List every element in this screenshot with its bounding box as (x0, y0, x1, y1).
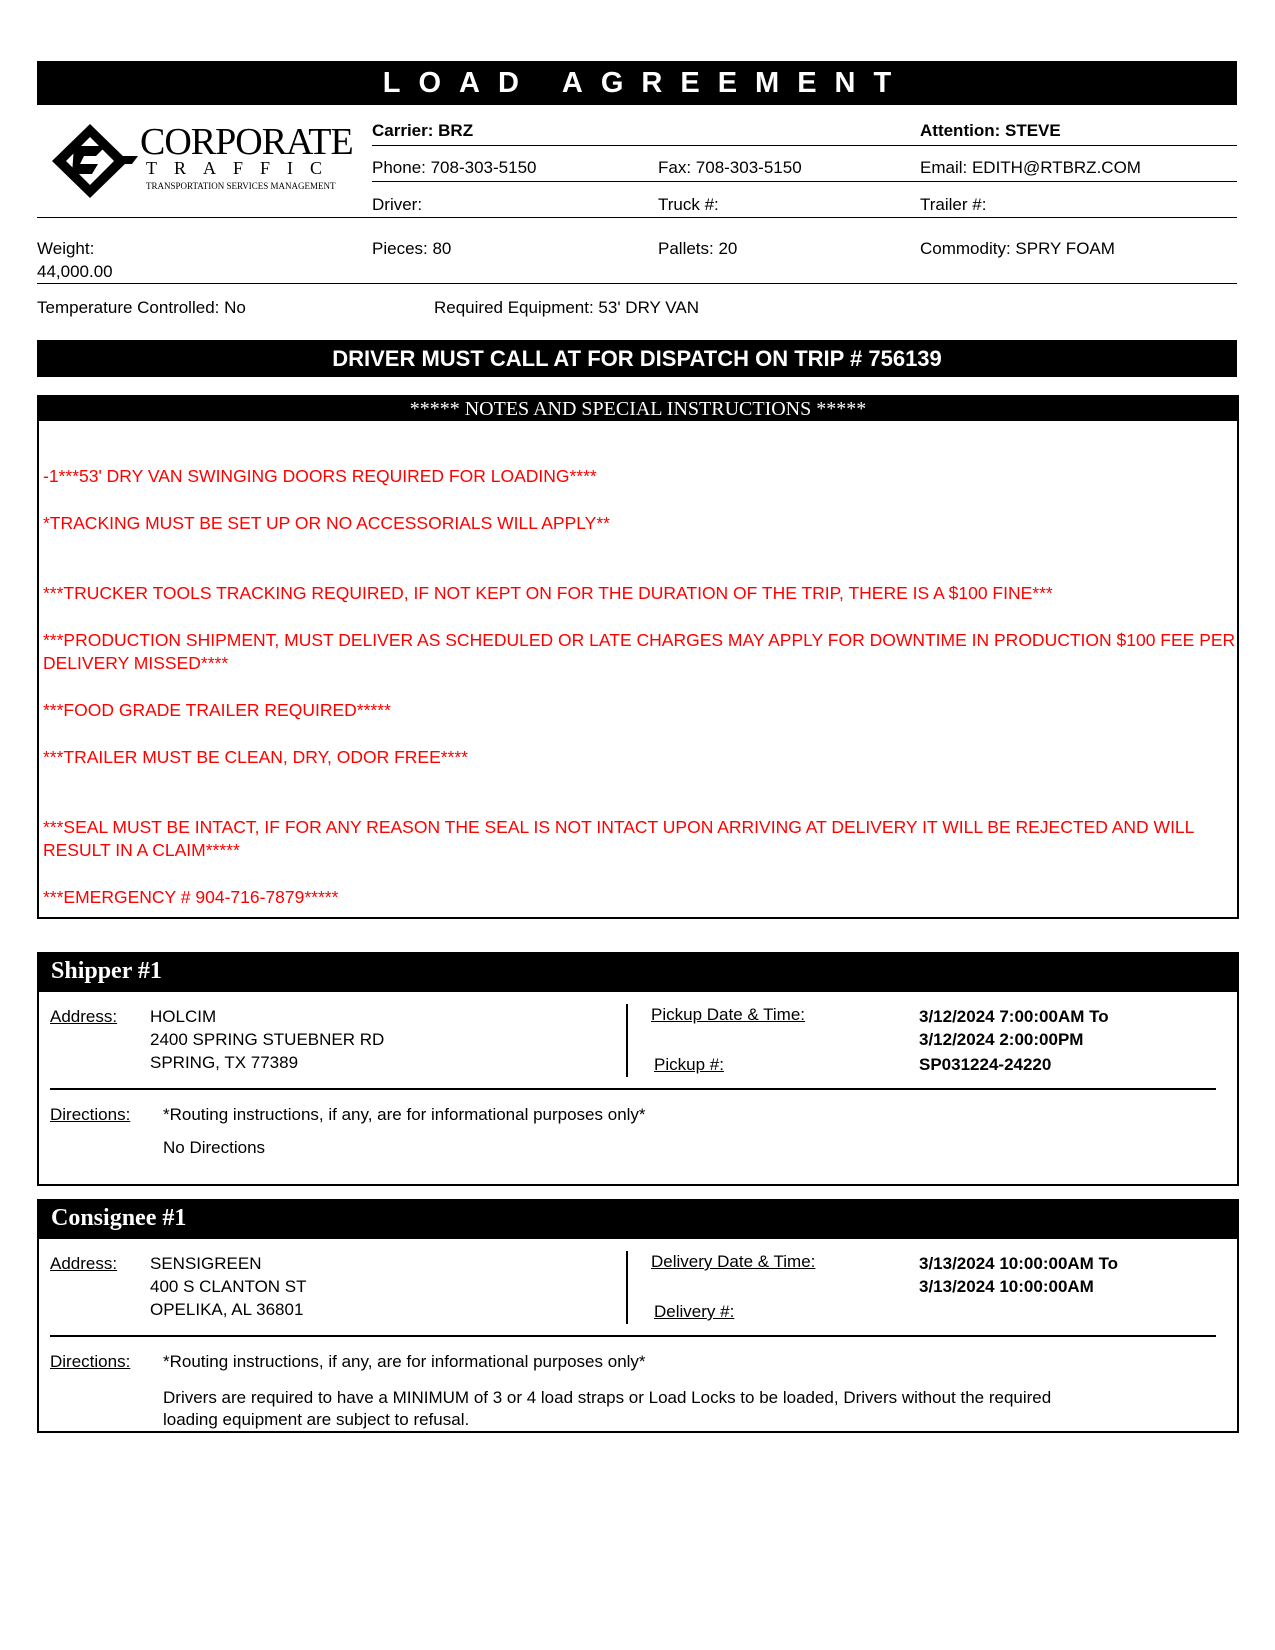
consignee-directions-label: Directions: (50, 1352, 131, 1371)
attention: Attention: STEVE (920, 121, 1061, 140)
shipper-heading-bar (39, 954, 1237, 992)
consignee-section (37, 1199, 1239, 1433)
shipper-heading: Shipper #1 (51, 958, 162, 984)
carrier-phone: Phone: 708-303-5150 (372, 158, 537, 177)
carrier-email: Email: EDITH@RTBRZ.COM (920, 158, 1141, 177)
consignee-heading: Consignee #1 (51, 1205, 187, 1231)
shipper-directions: No Directions (163, 1138, 266, 1157)
trailer-label: Trailer #: (920, 195, 987, 214)
carrier-fax: Fax: 708-303-5150 (658, 158, 802, 177)
pieces: Pieces: 80 (372, 239, 452, 258)
shipper-directions-note: *Routing instructions, if any, are for informational purposes only* (163, 1105, 646, 1124)
required-equipment: Required Equipment: 53' DRY VAN (434, 298, 700, 317)
consignee-heading-bar (39, 1201, 1237, 1239)
divider (50, 1335, 1216, 1337)
dispatch-instructions: DRIVER MUST CALL AT FOR DISPATCH ON TRIP # 756139 (332, 346, 942, 371)
column-divider (626, 1251, 628, 1324)
note-item: ***TRAILER MUST BE CLEAN, DRY, ODOR FREE**** (43, 747, 468, 767)
note-item: ***SEAL MUST BE INTACT, IF FOR ANY REASON THE SEAL IS NOT INTACT UPON ARRIVING AT DELIVERY IT WILL BE REJECTED AND WILL RESULT IN A CLAIM***** (43, 817, 1194, 860)
pickup-number: SP031224-24220 (919, 1055, 1052, 1074)
pickup-date-label: Pickup Date & Time: (651, 1005, 806, 1024)
divider (37, 217, 1237, 218)
corporate-traffic-logo (44, 116, 353, 206)
delivery-date-to: 3/13/2024 10:00:00AM (919, 1277, 1094, 1296)
driver-label: Driver: (372, 195, 423, 214)
notes-heading: ***** NOTES AND SPECIAL INSTRUCTIONS ***** (39, 397, 1237, 421)
divider (50, 1088, 1216, 1090)
pickup-date-to: 3/12/2024 2:00:00PM (919, 1030, 1084, 1049)
shipper-city: SPRING, TX 77389 (150, 1053, 299, 1072)
note-item: ***FOOD GRADE TRAILER REQUIRED***** (43, 700, 391, 720)
divider (37, 283, 1237, 284)
note-item: -1***53' DRY VAN SWINGING DOORS REQUIRED FOR LOADING**** (43, 466, 597, 486)
shipper-directions-label: Directions: (50, 1105, 131, 1124)
shipper-address-label: Address: (50, 1007, 118, 1026)
consignee-name: SENSIGREEN (150, 1254, 262, 1273)
temperature-controlled: Temperature Controlled: No (37, 298, 246, 317)
weight-label: Weight: (37, 239, 95, 258)
logo-tagline: TRANSPORTATION SERVICES MANAGEMENT (146, 181, 336, 191)
carrier-name: Carrier: BRZ (372, 121, 474, 140)
dispatch-bar (37, 340, 1237, 377)
weight-value: 44,000.00 (37, 262, 113, 281)
delivery-date-from: 3/13/2024 10:00:00AM To (919, 1254, 1119, 1273)
consignee-directions-note: *Routing instructions, if any, are for informational purposes only* (163, 1352, 646, 1371)
consignee-address-label: Address: (50, 1254, 118, 1273)
pickup-number-label: Pickup #: (654, 1055, 724, 1074)
column-divider (626, 1004, 628, 1077)
truck-label: Truck #: (658, 195, 719, 214)
commodity: Commodity: SPRY FOAM (920, 239, 1115, 258)
title-bar (37, 61, 1237, 105)
consignee-directions: Drivers are required to have a MINIMUM of 3 or 4 load straps or Load Locks to be loaded, Drivers without the required loading equipment are subject to refusal. (163, 1388, 1052, 1429)
shipper-street: 2400 SPRING STUEBNER RD (150, 1030, 385, 1049)
note-item: ***PRODUCTION SHIPMENT, MUST DELIVER AS SCHEDULED OR LATE CHARGES MAY APPLY FOR DOWNTIME IN PRODUCTION $100 FEE PER DELIVERY MISSED**** (43, 630, 1236, 673)
note-item: *TRACKING MUST BE SET UP OR NO ACCESSORIALS WILL APPLY** (43, 513, 610, 533)
pickup-date-from: 3/12/2024 7:00:00AM To (919, 1007, 1109, 1026)
consignee-street: 400 S CLANTON ST (150, 1277, 307, 1296)
logo-name: CORPORATE (140, 121, 353, 163)
divider (372, 145, 1237, 146)
pallets: Pallets: 20 (658, 239, 738, 258)
page-title: LOAD AGREEMENT (382, 67, 910, 99)
note-item: ***TRUCKER TOOLS TRACKING REQUIRED, IF NOT KEPT ON FOR THE DURATION OF THE TRIP, THERE IS A $100 FINE*** (43, 583, 1053, 603)
note-item: ***EMERGENCY # 904-716-7879***** (43, 887, 339, 907)
consignee-city: OPELIKA, AL 36801 (150, 1300, 304, 1319)
notes-box (37, 395, 1239, 919)
divider (372, 181, 1237, 182)
logo-sub: TRAFFIC (146, 158, 340, 178)
delivery-number-label: Delivery #: (654, 1302, 735, 1321)
shipper-section (37, 952, 1239, 1186)
delivery-date-label: Delivery Date & Time: (651, 1252, 816, 1271)
shipper-name: HOLCIM (150, 1007, 217, 1026)
